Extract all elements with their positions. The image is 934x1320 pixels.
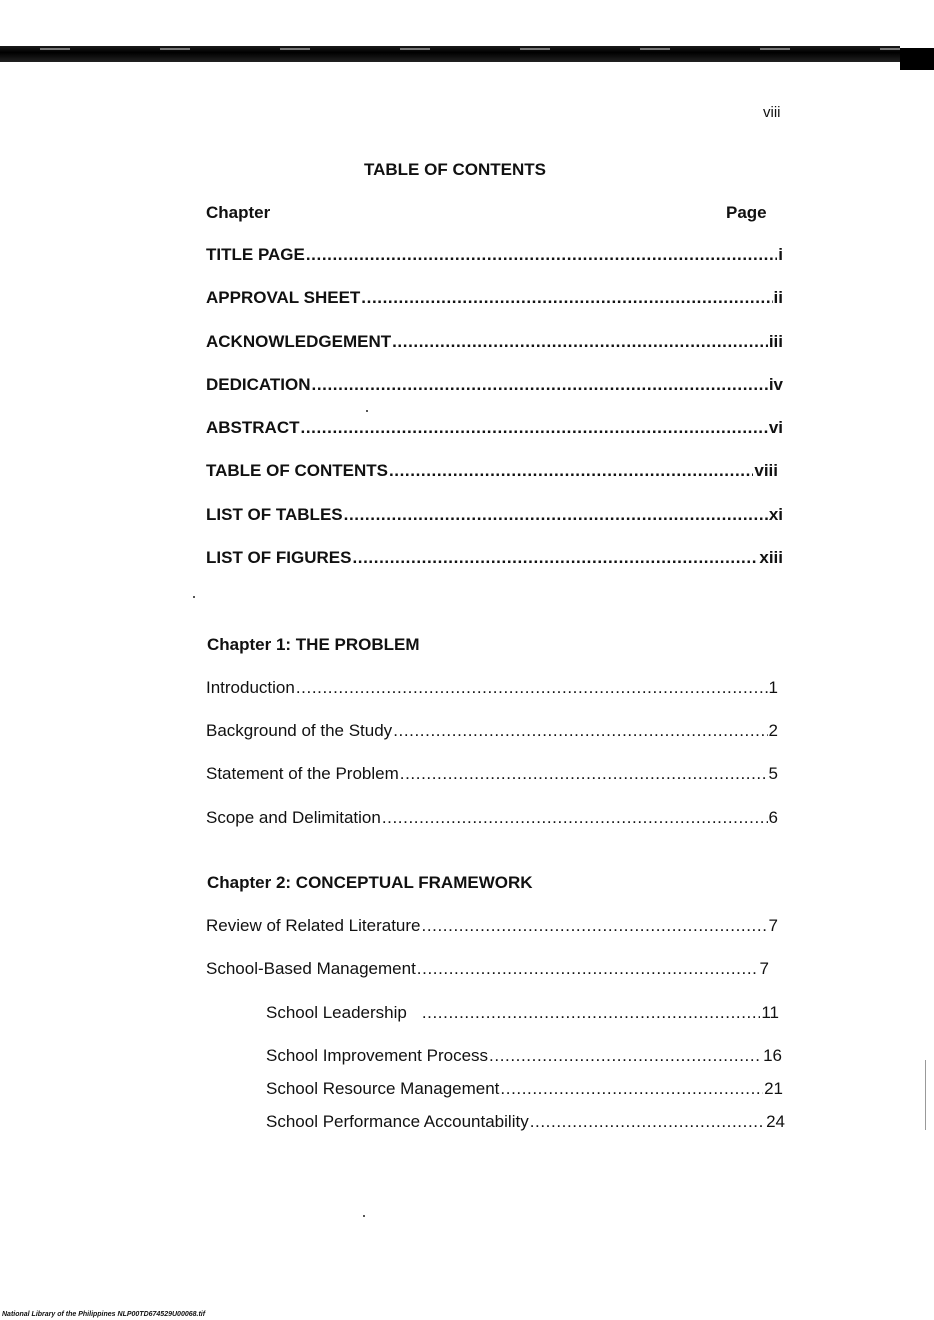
toc-entry[interactable]: [206, 959, 769, 979]
toc-subentry[interactable]: [266, 1112, 785, 1132]
scan-corner-mark: [900, 48, 934, 70]
column-header-page: Page: [726, 203, 767, 222]
leader-dots: [500, 1079, 763, 1099]
scan-edge-bar: [0, 46, 900, 62]
toc-entry-label: School Improvement Process: [266, 1046, 489, 1065]
toc-entry-page: 1: [768, 678, 778, 697]
scan-speck: [366, 410, 368, 412]
toc-entry[interactable]: [206, 245, 783, 265]
toc-entry-page: 6: [768, 808, 778, 827]
toc-entry-page: 11: [761, 1003, 779, 1022]
toc-entry-page: 7: [759, 959, 769, 978]
toc-entry-label: ACKNOWLEDGEMENT: [206, 332, 392, 351]
toc-subentry[interactable]: [266, 1046, 782, 1066]
toc-entry-label: LIST OF FIGURES: [206, 548, 352, 567]
toc-entry[interactable]: [206, 505, 783, 525]
toc-entry-page: 16: [763, 1046, 782, 1065]
leader-dots: [296, 678, 768, 698]
toc-entry[interactable]: [206, 916, 778, 936]
toc-entry-page: 24: [766, 1112, 785, 1131]
leader-dots: [306, 245, 777, 265]
toc-entry-page: 2: [768, 721, 778, 740]
toc-entry[interactable]: [206, 721, 778, 741]
toc-entry[interactable]: [206, 418, 783, 438]
toc-entry-label: School Leadership: [266, 1003, 407, 1022]
scan-speck: [925, 1060, 926, 1130]
leader-dots: [422, 1003, 761, 1023]
toc-subentry[interactable]: [266, 1003, 779, 1023]
toc-entry-page: 5: [768, 764, 778, 783]
toc-entry-page: xiii: [759, 548, 783, 567]
toc-entry-label: Scope and Delimitation: [206, 808, 381, 827]
toc-entry-label: Review of Related Literature: [206, 916, 421, 935]
leader-dots: [352, 548, 758, 568]
toc-entry-page: 21: [764, 1079, 783, 1098]
leader-dots: [400, 764, 768, 784]
toc-entry-page: viii: [754, 461, 778, 480]
toc-entry-page: vi: [768, 418, 783, 437]
leader-dots: [489, 1046, 762, 1066]
chapter-2-heading: Chapter 2: CONCEPTUAL FRAMEWORK: [207, 873, 533, 892]
leader-dots: [301, 418, 768, 438]
leader-dots: [417, 959, 759, 979]
toc-subentry[interactable]: [266, 1079, 783, 1099]
toc-entry[interactable]: [206, 461, 778, 481]
toc-entry-label: ABSTRACT: [206, 418, 300, 437]
scan-speck: [193, 596, 195, 598]
page-number: viii: [763, 104, 781, 121]
toc-entry-page: ii: [773, 288, 783, 307]
toc-entry-label: Background of the Study: [206, 721, 393, 740]
leader-dots: [361, 288, 772, 308]
leader-dots: [393, 721, 767, 741]
leader-dots: [530, 1112, 765, 1132]
chapter-1-heading: Chapter 1: THE PROBLEM: [207, 635, 420, 654]
leader-dots: [382, 808, 768, 828]
leader-dots: [392, 332, 768, 352]
page-title: TABLE OF CONTENTS: [364, 160, 546, 179]
toc-entry-page: iv: [768, 375, 783, 394]
toc-entry-label: TITLE PAGE: [206, 245, 305, 264]
toc-entry-label: School Performance Accountability: [266, 1112, 529, 1131]
leader-dots: [422, 916, 768, 936]
toc-entry-page: xi: [768, 505, 783, 524]
toc-entry-label: School-Based Management: [206, 959, 416, 978]
toc-entry[interactable]: [206, 375, 783, 395]
toc-entry-page: 7: [768, 916, 778, 935]
scan-footer: National Library of the Philippines NLP00TD674529U00068.tif: [2, 1311, 206, 1318]
toc-entry-label: Statement of the Problem: [206, 764, 399, 783]
scan-speck: [363, 1215, 365, 1217]
toc-entry-label: LIST OF TABLES: [206, 505, 343, 524]
toc-entry-page: iii: [768, 332, 783, 351]
leader-dots: [312, 375, 768, 395]
toc-entry-label: APPROVAL SHEET: [206, 288, 361, 307]
toc-entry-label: Introduction: [206, 678, 295, 697]
toc-entry[interactable]: [206, 764, 778, 784]
leader-dots: [344, 505, 768, 525]
toc-entry[interactable]: [206, 808, 778, 828]
toc-entry[interactable]: [206, 288, 783, 308]
toc-entry-label: School Resource Management: [266, 1079, 500, 1098]
leader-dots: [389, 461, 753, 481]
toc-entry[interactable]: [206, 332, 783, 352]
toc-entry-label: TABLE OF CONTENTS: [206, 461, 388, 480]
toc-entry[interactable]: [206, 548, 783, 568]
toc-entry[interactable]: [206, 678, 778, 698]
toc-entry-page: i: [778, 245, 783, 264]
column-header-chapter: Chapter: [206, 203, 271, 222]
toc-entry-label: DEDICATION: [206, 375, 311, 394]
